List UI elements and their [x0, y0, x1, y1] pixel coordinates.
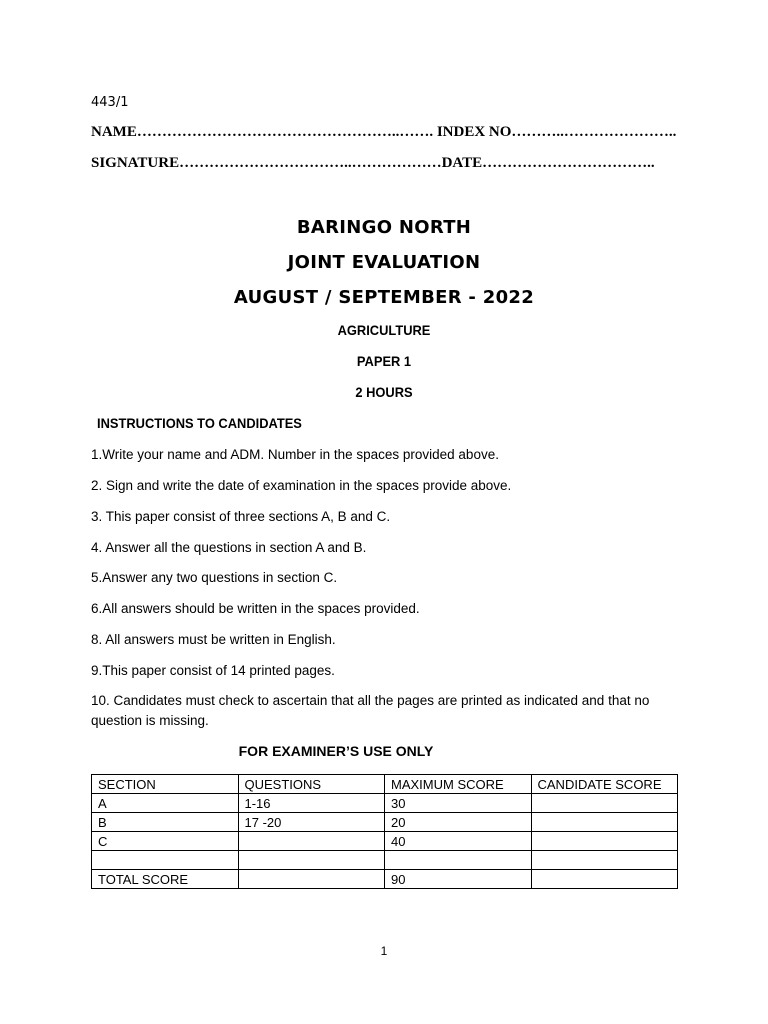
paper-number: PAPER 1 [356, 353, 412, 369]
page-number: 1 [380, 944, 388, 958]
column-header: SECTION [92, 775, 239, 794]
table-row [92, 851, 678, 870]
table-cell: C [92, 832, 239, 851]
table-cell [531, 832, 678, 851]
table-cell [531, 851, 678, 870]
column-header: CANDIDATE SCORE [531, 775, 678, 794]
school-title: BARINGO NORTH [296, 217, 472, 238]
table-row [92, 813, 678, 832]
table-cell: 30 [385, 794, 532, 813]
signature-date-line: SIGNATURE……………………………..………………DATE…………………………….. [91, 155, 655, 171]
column-header: QUESTIONS [238, 775, 385, 794]
instruction-item: 1.Write your name and ADM. Number in the spaces provided above. [91, 447, 499, 462]
instruction-item: 6.All answers should be written in the spaces provided. [91, 601, 420, 616]
table-cell: TOTAL SCORE [92, 870, 239, 889]
table-cell [531, 813, 678, 832]
table-cell [531, 794, 678, 813]
exam-period-title: AUGUST / SEPTEMBER - 2022 [233, 287, 535, 308]
table-row-total [92, 870, 678, 889]
instructions-heading: INSTRUCTIONS TO CANDIDATES [97, 415, 302, 431]
table-cell: 40 [385, 832, 532, 851]
exam-duration: 2 HOURS [355, 384, 413, 400]
table-row [92, 794, 678, 813]
table-cell [238, 870, 385, 889]
instruction-item: 10. Candidates must check to ascertain that all the pages are printed as indicated and that no question is missing. [91, 693, 650, 728]
table-cell [92, 851, 239, 870]
column-header: MAXIMUM SCORE [385, 775, 532, 794]
table-row [92, 832, 678, 851]
instruction-item: 9.This paper consist of 14 printed pages. [91, 663, 335, 678]
instruction-item: 2. Sign and write the date of examination in the spaces provide above. [91, 478, 512, 493]
table-cell: B [92, 813, 239, 832]
table-cell [238, 832, 385, 851]
subject-name: AGRICULTURE [337, 322, 431, 338]
paper-code: 443/1 [91, 95, 129, 110]
instruction-item: 5.Answer any two questions in section C. [91, 570, 338, 585]
table-cell: 1-16 [238, 794, 385, 813]
evaluation-title: JOINT EVALUATION [287, 252, 481, 273]
table-cell [531, 870, 678, 889]
table-cell [385, 851, 532, 870]
instruction-item: 4. Answer all the questions in section A and B. [91, 540, 367, 555]
examiner-heading: FOR EXAMINER’S USE ONLY [238, 743, 434, 759]
score-table [91, 774, 678, 889]
table-cell: 20 [385, 813, 532, 832]
table-header-row [92, 775, 678, 794]
table-cell: 90 [385, 870, 532, 889]
table-cell: A [92, 794, 239, 813]
table-cell [238, 851, 385, 870]
instruction-item: 3. This paper consist of three sections A, B and C. [91, 509, 391, 524]
name-index-line: NAME……………………………………………..……. INDEX NO………..………………….. [91, 124, 677, 140]
instruction-item: 8. All answers must be written in English. [91, 632, 336, 647]
table-cell: 17 -20 [238, 813, 385, 832]
